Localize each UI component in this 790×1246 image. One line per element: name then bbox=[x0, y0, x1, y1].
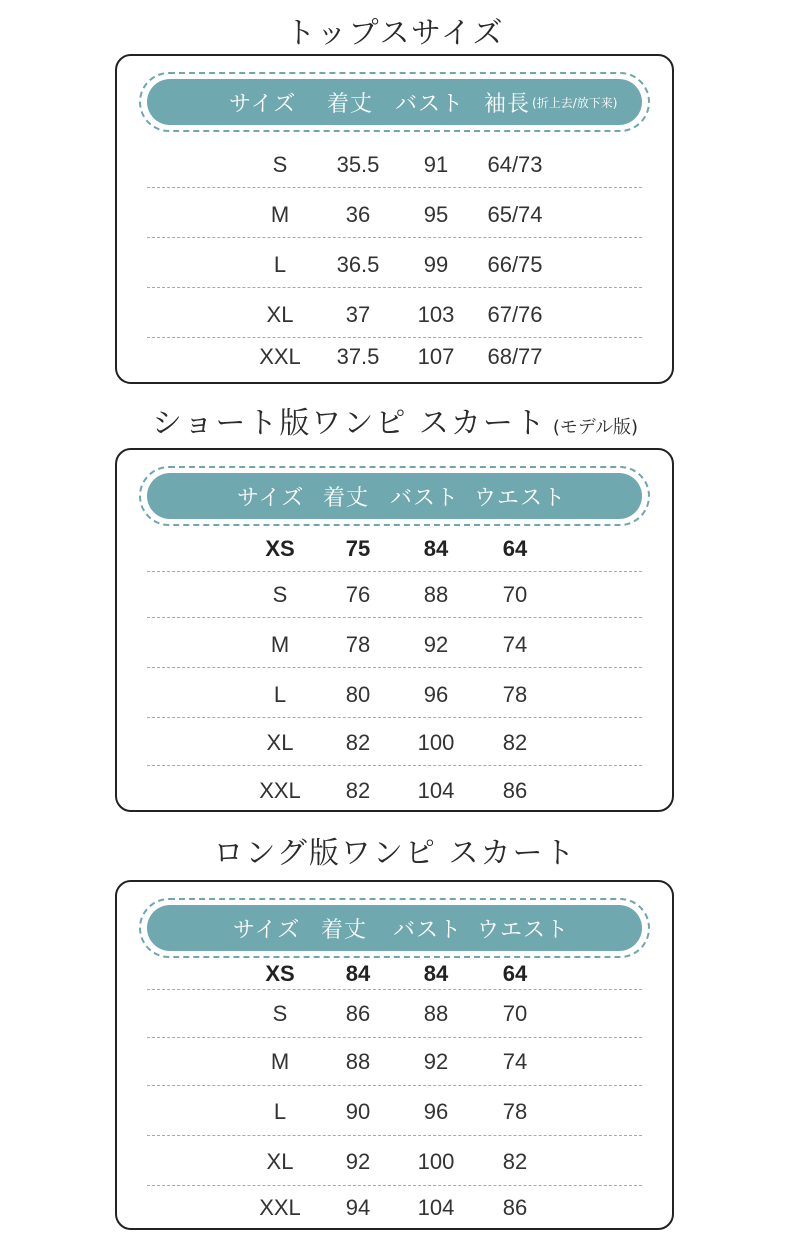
size-cell: XL bbox=[266, 730, 294, 755]
row-divider bbox=[147, 1085, 642, 1086]
table-row bbox=[147, 958, 642, 990]
header-bust: バスト bbox=[395, 91, 465, 117]
table-row bbox=[147, 622, 642, 668]
table-row bbox=[147, 526, 642, 572]
length-cell: 92 bbox=[345, 1149, 371, 1174]
fourth-cell: 66/75 bbox=[487, 252, 543, 277]
length-cell: 94 bbox=[345, 1195, 371, 1220]
size-cell: M bbox=[270, 1049, 290, 1074]
header-size: サイズ bbox=[237, 485, 305, 511]
header-bust: バスト bbox=[390, 485, 460, 511]
header-sleeve: 袖長 (折上去/放下来) bbox=[484, 91, 618, 117]
short-dress-size-table bbox=[115, 448, 674, 812]
fourth-cell: 70 bbox=[502, 582, 528, 607]
bust-cell: 92 bbox=[423, 1049, 449, 1074]
table-row bbox=[147, 572, 642, 618]
fourth-cell: 82 bbox=[502, 730, 528, 755]
bust-cell: 91 bbox=[423, 152, 449, 177]
table-row bbox=[147, 1184, 642, 1232]
row-divider bbox=[147, 617, 642, 618]
long-dress-header bbox=[139, 898, 650, 958]
length-cell: 35.5 bbox=[336, 152, 380, 177]
row-divider bbox=[147, 287, 642, 288]
size-cell: XXL bbox=[259, 778, 301, 803]
size-cell: S bbox=[272, 1001, 288, 1026]
header-length: 着丈 bbox=[321, 917, 368, 943]
table-row bbox=[147, 1138, 642, 1186]
bust-cell: 88 bbox=[423, 582, 449, 607]
size-cell: M bbox=[270, 632, 290, 657]
long-dress-title: ロング版ワンピ スカート bbox=[213, 836, 577, 871]
length-cell: 36.5 bbox=[336, 252, 380, 277]
size-cell: XS bbox=[265, 536, 295, 561]
length-cell: 37.5 bbox=[336, 344, 380, 369]
size-cell: S bbox=[272, 152, 288, 177]
tops-header bbox=[139, 72, 650, 132]
size-cell: M bbox=[270, 202, 290, 227]
bust-cell: 104 bbox=[417, 778, 455, 803]
row-divider bbox=[147, 765, 642, 766]
header-waist: ウエスト bbox=[474, 485, 567, 511]
short-dress-header bbox=[139, 466, 650, 526]
table-row bbox=[147, 192, 642, 238]
row-divider bbox=[147, 717, 642, 718]
length-cell: 75 bbox=[345, 536, 371, 561]
length-cell: 36 bbox=[345, 202, 371, 227]
length-cell: 84 bbox=[345, 961, 371, 986]
table-row bbox=[147, 1088, 642, 1136]
length-cell: 90 bbox=[345, 1099, 371, 1124]
length-cell: 82 bbox=[345, 730, 371, 755]
bust-cell: 104 bbox=[417, 1195, 455, 1220]
fourth-cell: 64 bbox=[502, 536, 528, 561]
length-cell: 86 bbox=[345, 1001, 371, 1026]
size-cell: XL bbox=[266, 302, 294, 327]
size-cell: XXL bbox=[259, 1195, 301, 1220]
header-waist: ウエスト bbox=[477, 917, 570, 943]
bust-cell: 84 bbox=[423, 961, 449, 986]
fourth-cell: 67/76 bbox=[487, 302, 543, 327]
table-row bbox=[147, 142, 642, 188]
bust-cell: 92 bbox=[423, 632, 449, 657]
model-note: (モデル版) bbox=[552, 417, 639, 438]
table-row bbox=[147, 990, 642, 1038]
size-cell: L bbox=[273, 252, 287, 277]
size-cell: XXL bbox=[259, 344, 301, 369]
fourth-cell: 68/77 bbox=[487, 344, 543, 369]
length-cell: 37 bbox=[345, 302, 371, 327]
row-divider bbox=[147, 667, 642, 668]
bust-cell: 96 bbox=[423, 682, 449, 707]
table-row bbox=[147, 672, 642, 718]
tops-size-table bbox=[115, 54, 674, 384]
table-row bbox=[147, 334, 642, 380]
short-dress-title: ショート版ワンピ スカート (モデル版) bbox=[151, 406, 639, 441]
table-row bbox=[147, 720, 642, 766]
length-cell: 78 bbox=[345, 632, 371, 657]
fourth-cell: 82 bbox=[502, 1149, 528, 1174]
bust-cell: 88 bbox=[423, 1001, 449, 1026]
length-cell: 76 bbox=[345, 582, 371, 607]
size-cell: S bbox=[272, 582, 288, 607]
bust-cell: 107 bbox=[417, 344, 455, 369]
fourth-cell: 78 bbox=[502, 1099, 528, 1124]
length-cell: 88 bbox=[345, 1049, 371, 1074]
bust-cell: 100 bbox=[417, 1149, 455, 1174]
length-cell: 82 bbox=[345, 778, 371, 803]
size-cell: XS bbox=[265, 961, 295, 986]
fourth-cell: 65/74 bbox=[487, 202, 543, 227]
size-cell: L bbox=[273, 1099, 287, 1124]
tops-title: トップスサイズ bbox=[285, 16, 505, 51]
table-row bbox=[147, 768, 642, 814]
size-cell: L bbox=[273, 682, 287, 707]
fourth-cell: 64/73 bbox=[487, 152, 543, 177]
header-size: サイズ bbox=[229, 91, 297, 117]
header-bust: バスト bbox=[393, 917, 463, 943]
table-row bbox=[147, 292, 642, 338]
length-cell: 80 bbox=[345, 682, 371, 707]
size-cell: XL bbox=[266, 1149, 294, 1174]
long-dress-size-table bbox=[115, 880, 674, 1230]
row-divider bbox=[147, 237, 642, 238]
header-length: 着丈 bbox=[323, 485, 370, 511]
bust-cell: 99 bbox=[423, 252, 449, 277]
bust-cell: 95 bbox=[423, 202, 449, 227]
table-row bbox=[147, 242, 642, 288]
header-size: サイズ bbox=[233, 917, 301, 943]
row-divider bbox=[147, 1135, 642, 1136]
fourth-cell: 70 bbox=[502, 1001, 528, 1026]
bust-cell: 96 bbox=[423, 1099, 449, 1124]
bust-cell: 100 bbox=[417, 730, 455, 755]
row-divider bbox=[147, 187, 642, 188]
bust-cell: 84 bbox=[423, 536, 449, 561]
table-row bbox=[147, 1038, 642, 1086]
fourth-cell: 74 bbox=[502, 1049, 528, 1074]
fourth-cell: 86 bbox=[502, 778, 528, 803]
fourth-cell: 78 bbox=[502, 682, 528, 707]
fourth-cell: 74 bbox=[502, 632, 528, 657]
fourth-cell: 64 bbox=[502, 961, 528, 986]
fourth-cell: 86 bbox=[502, 1195, 528, 1220]
bust-cell: 103 bbox=[417, 302, 455, 327]
sleeve-note: (折上去/放下来) bbox=[532, 95, 618, 110]
header-length: 着丈 bbox=[327, 91, 374, 117]
